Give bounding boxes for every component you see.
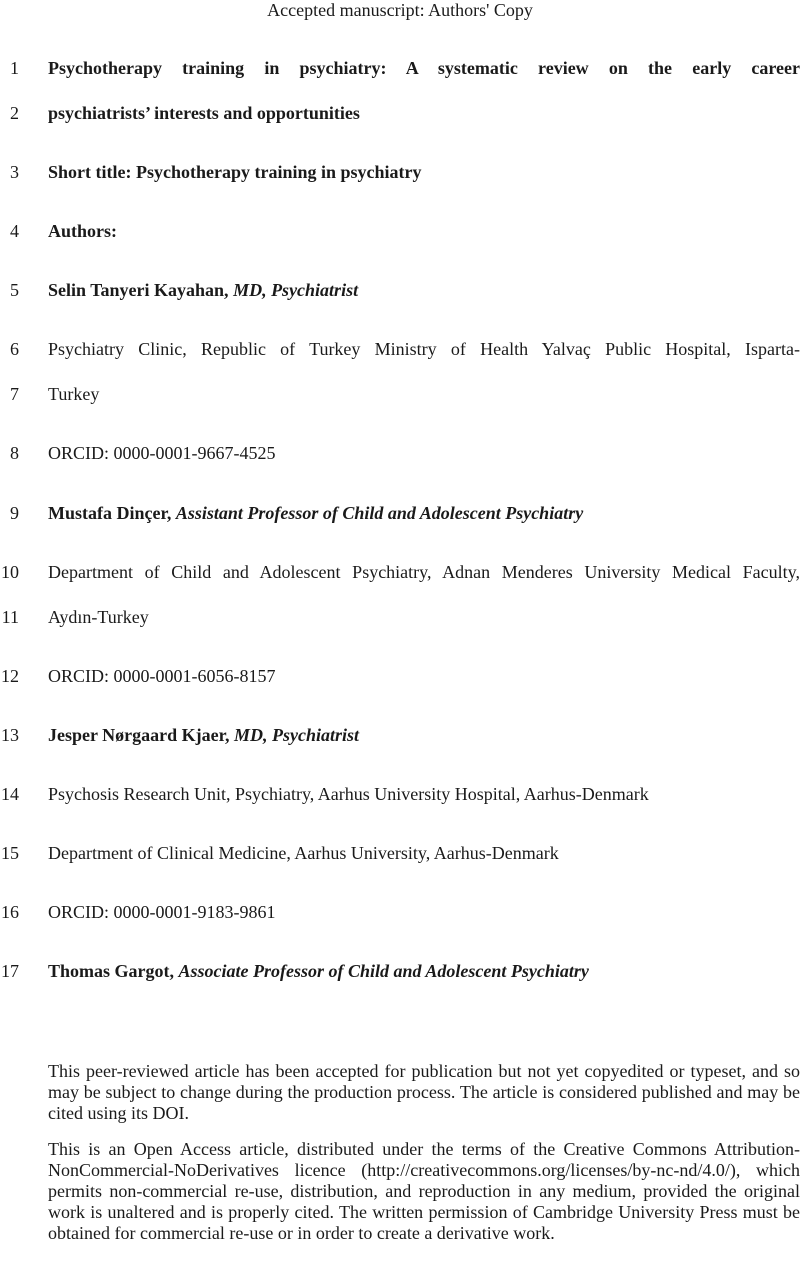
manuscript-line-4: [0, 217, 800, 245]
article-title-line-2: psychiatrists’ interests and opportunities: [48, 103, 360, 123]
accepted-manuscript-notice: This peer-reviewed article has been accepted for publication but not yet copyedited or typeset, and so may be subject to change during the production process. The article is considered published and may be cited using its DOI.: [48, 1061, 800, 1123]
line-number: 6: [10, 339, 19, 359]
manuscript-line-7: [0, 380, 800, 408]
manuscript-line-6: [0, 335, 800, 363]
author-name: Thomas Gargot,: [48, 961, 174, 981]
manuscript-line-5: [0, 276, 800, 304]
orcid-line: ORCID: 0000-0001-6056-8157: [48, 666, 276, 686]
line-number: 1: [10, 58, 19, 78]
manuscript-line-8: [0, 439, 800, 467]
line-number: 17: [1, 961, 19, 981]
manuscript-line-14: [0, 780, 800, 808]
manuscript-line-10: [0, 558, 800, 586]
orcid-line: ORCID: 0000-0001-9667-4525: [48, 443, 276, 463]
line-number: 2: [10, 103, 19, 123]
author-role: MD, Psychiatrist: [233, 725, 359, 745]
manuscript-line-16: [0, 898, 800, 926]
line-number: 11: [1, 607, 19, 627]
running-header: Accepted manuscript: Authors' Copy: [267, 0, 533, 20]
line-number: 16: [1, 902, 19, 922]
line-number: 9: [10, 503, 19, 523]
orcid-line: ORCID: 0000-0001-9183-9861: [48, 902, 276, 922]
author-name: Jesper Nørgaard Kjaer,: [48, 725, 230, 745]
line-number: 7: [10, 384, 19, 404]
author-role: Assistant Professor of Child and Adolescent Psychiatry: [175, 503, 584, 523]
author-1: [48, 276, 800, 304]
affiliation-line: Psychosis Research Unit, Psychiatry, Aarhus University Hospital, Aarhus-Denmark: [48, 784, 649, 804]
manuscript-line-9: [0, 499, 800, 527]
line-number: 10: [1, 562, 19, 582]
manuscript-line-13: [0, 721, 800, 749]
line-number: 3: [10, 162, 19, 182]
author-name: Mustafa Dinçer,: [48, 503, 172, 523]
line-number: 13: [1, 725, 19, 745]
affiliation-line: Turkey: [48, 384, 100, 404]
line-number: 15: [1, 843, 19, 863]
manuscript-line-11: [0, 603, 800, 631]
author-name: Selin Tanyeri Kayahan,: [48, 280, 229, 300]
article-title-line-1: Psychotherapy training in psychiatry: A systematic review on the early career: [48, 58, 800, 78]
affiliation-line: Department of Child and Adolescent Psychiatry, Adnan Menderes University Medical Faculty,: [48, 562, 800, 582]
line-number: 8: [10, 443, 19, 463]
affiliation-line: Psychiatry Clinic, Republic of Turkey Ministry of Health Yalvaç Public Hospital, Isparta-: [48, 339, 800, 359]
author-role: Associate Professor of Child and Adolescent Psychiatry: [178, 961, 589, 981]
manuscript-line-2: [0, 99, 800, 127]
affiliation-line: Aydın-Turkey: [48, 607, 149, 627]
author-2: [48, 499, 800, 527]
line-number: 14: [1, 784, 19, 804]
manuscript-line-17: [0, 957, 800, 985]
author-4: [48, 957, 800, 985]
author-role: MD, Psychiatrist: [233, 280, 359, 300]
manuscript-line-15: [0, 839, 800, 867]
manuscript-line-3: [0, 158, 800, 186]
manuscript-line-1: [0, 54, 800, 82]
open-access-notice: This is an Open Access article, distributed under the terms of the Creative Commons Attribution-NonCommercial-NoDerivatives licence (http://creativecommons.org/licenses/by-nc-nd/4.0/), which permits non-commercial re-use, distribution, and reproduction in any medium, provided the original work is unaltered and is properly cited. The written permission of Cambridge University Press must be obtained for commercial re-use or in order to create a derivative work.: [48, 1139, 800, 1243]
affiliation-line: Department of Clinical Medicine, Aarhus University, Aarhus-Denmark: [48, 843, 559, 863]
line-number: 5: [10, 280, 19, 300]
author-3: [48, 721, 800, 749]
short-title: Short title: Psychotherapy training in psychiatry: [48, 162, 422, 182]
manuscript-line-12: [0, 662, 800, 690]
line-number: 4: [10, 221, 19, 241]
authors-heading: Authors:: [48, 221, 118, 241]
line-number: 12: [1, 666, 19, 686]
